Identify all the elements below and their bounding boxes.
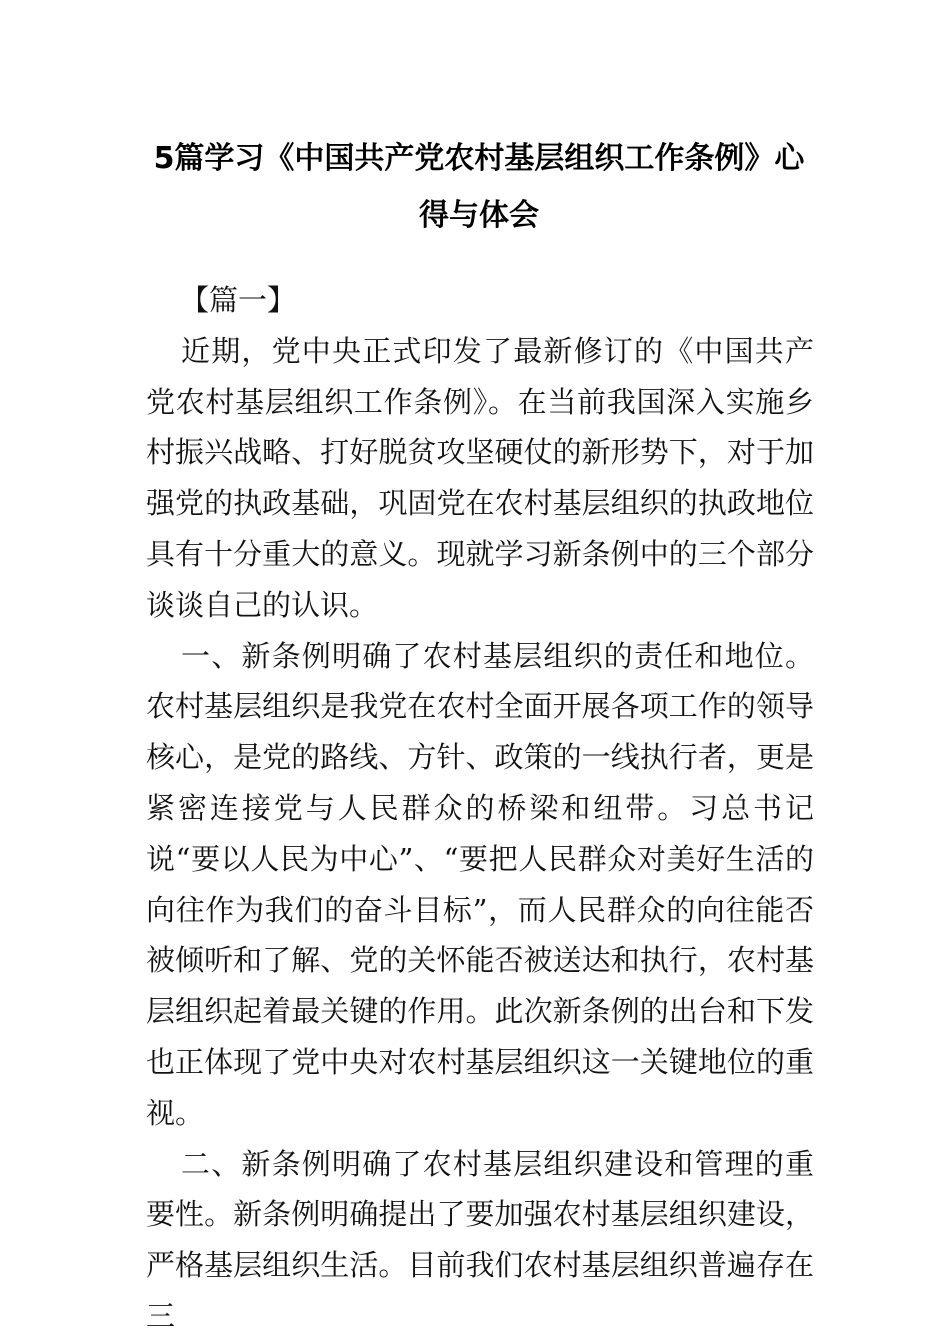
title-line-2: 得与体会: [419, 198, 539, 233]
title-line-1: 5篇学习《中国共产党农村基层组织工作条例》心: [153, 141, 805, 176]
paragraph-intro: 近期，党中央正式印发了最新修订的《中国共产党农村基层组织工作条例》。在当前我国深入实施乡村振兴战略、打好脱贫攻坚硬仗的新形势下，对于加强党的执政基础，巩固党在农村基层组织的执政地位具有十分重大的意义。现就学习新条例中的三个部分谈谈自己的认识。: [146, 333, 814, 622]
paragraph-point-two: 二、新条例明确了农村基层组织建设和管理的重要性。新条例明确提出了要加强农村基层组织建设，严格基层组织生活。目前我们农村基层组织普遍存在三: [146, 1146, 814, 1333]
paragraph-point-one: 一、新条例明确了农村基层组织的责任和地位。农村基层组织是我党在农村全面开展各项工作的领导核心，是党的路线、方针、政策的一线执行者，更是紧密连接党与人民群众的桥梁和纽带。习总书记说“要以人民为中心”、“要把人民群众对美好生活的向往作为我们的奋斗目标”，而人民群众的向往能否被倾听和了解、党的关怀能否被送达和执行，农村基层组织起着最关键的作用。此次新条例的出台和下发也正体现了党中央对农村基层组织这一关键地位的重视。: [146, 638, 814, 1130]
section-label: 【篇一】: [180, 283, 297, 317]
document-title: [145, 130, 813, 244]
document-body: [146, 275, 814, 1342]
